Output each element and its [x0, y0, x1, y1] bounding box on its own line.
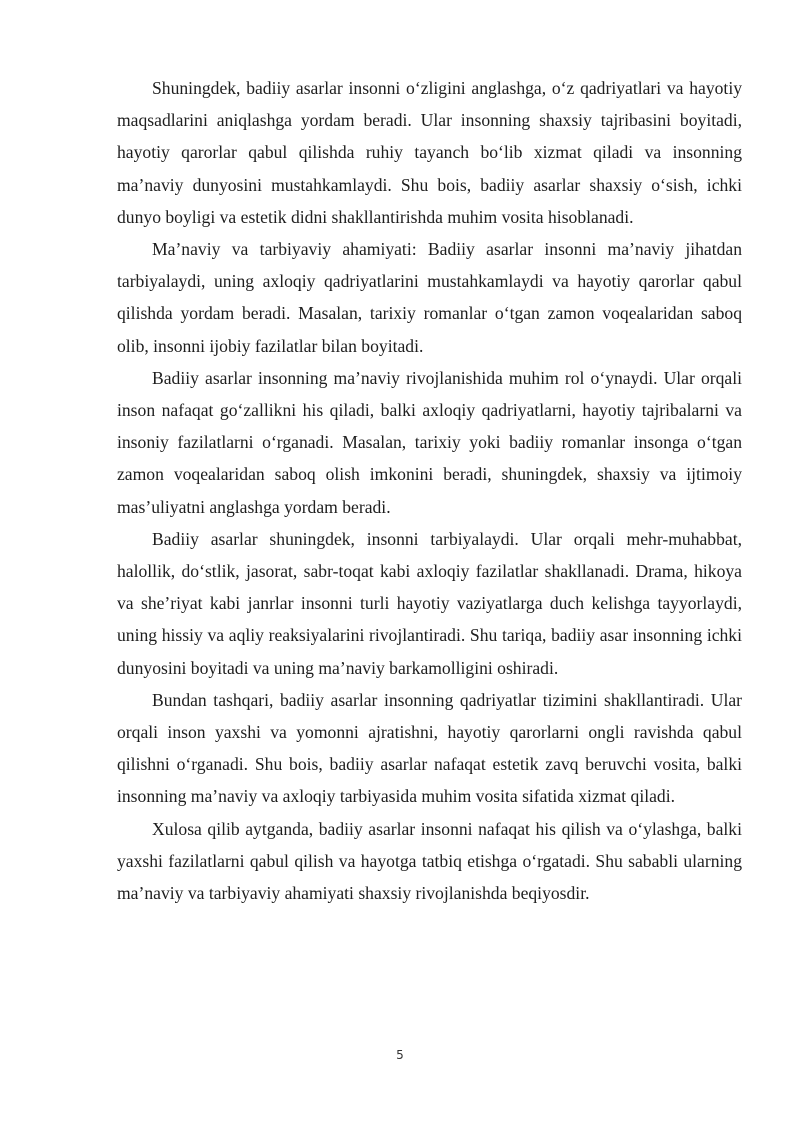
paragraph-4: Badiiy asarlar shuningdek, insonni tarbiyalaydi. Ular orqali mehr-muhabbat, halollik, do‘stlik, jasorat, sabr-toqat kabi axloqiy fazilatlar shakllanadi. Drama, hikoya va she’riyat kabi janrlar insonni turli hayotiy vaziyatlarga duch kelishga tayyorlaydi, uning hissiy va aqliy reaksiyalarini rivojlantiradi. Shu tariqa, badiiy asar insonning ichki dunyosini boyitadi va uning ma’naviy barkamolligini oshiradi. [117, 528, 742, 678]
paragraph-2: Ma’naviy va tarbiyaviy ahamiyati: Badiiy asarlar insonni ma’naviy jihatdan tarbiyalaydi, uning axloqiy qadriyatlarini mustahkamlaydi va hayotiy qarorlar qabul qilishda yordam beradi. Masalan, tarixiy romanlar o‘tgan zamon voqealaridan saboq olib, insonni ijobiy fazilatlar bilan boyitadi. [117, 239, 742, 356]
paragraph-3: Badiiy asarlar insonning ma’naviy rivojlanishida muhim rol o‘ynaydi. Ular orqali inson nafaqat go‘zallikni his qiladi, balki axloqiy qadriyatlarni, hayotiy tajribalarni va insoniy fazilatlarni o‘rganadi. Masalan, tarixiy yoki badiiy romanlar insonga o‘tgan zamon voqealaridan saboq olish imkonini beradi, shuningdek, shaxsiy va ijtimoiy mas’uliyatni anglashga yordam beradi. [117, 367, 742, 517]
paragraph-6: Xulosa qilib aytganda, badiiy asarlar insonni nafaqat his qilish va o‘ylashga, balki yaxshi fazilatlarni qabul qilish va hayotga tatbiq etishga o‘rgatadi. Shu sababli ularning ma’naviy va tarbiyaviy ahamiyati shaxsiy rivojlanishda beqiyosdir. [117, 818, 742, 904]
paragraph-5: Bundan tashqari, badiiy asarlar insonning qadriyatlar tizimini shakllantiradi. Ular orqali inson yaxshi va yomonni ajratishni, hayotiy qarorlarni ongli ravishda qabul qilishni o‘rganadi. Shu bois, badiiy asarlar nafaqat estetik zavq beruvchi vosita, balki insonning ma’naviy va axloqiy tarbiyasida muhim vosita sifatida xizmat qiladi. [117, 689, 742, 807]
page-number: 5 [396, 1048, 404, 1062]
body-text [117, 72, 742, 909]
paragraph-1: Shuningdek, badiiy asarlar insonni o‘zligini anglashga, o‘z qadriyatlari va hayotiy maqsadlarini aniqlashga yordam beradi. Ular insonning shaxsiy tajribasini boyitadi, hayotiy qarorlar qabul qilishda ruhiy tayanch bo‘lib xizmat qiladi va insonning ma’naviy dunyosini mustahkamlaydi. Shu bois, badiiy asarlar shaxsiy o‘sish, ichki dunyo boyligi va estetik didni shakllantirishda muhim vosita hisoblanadi. [117, 78, 742, 227]
